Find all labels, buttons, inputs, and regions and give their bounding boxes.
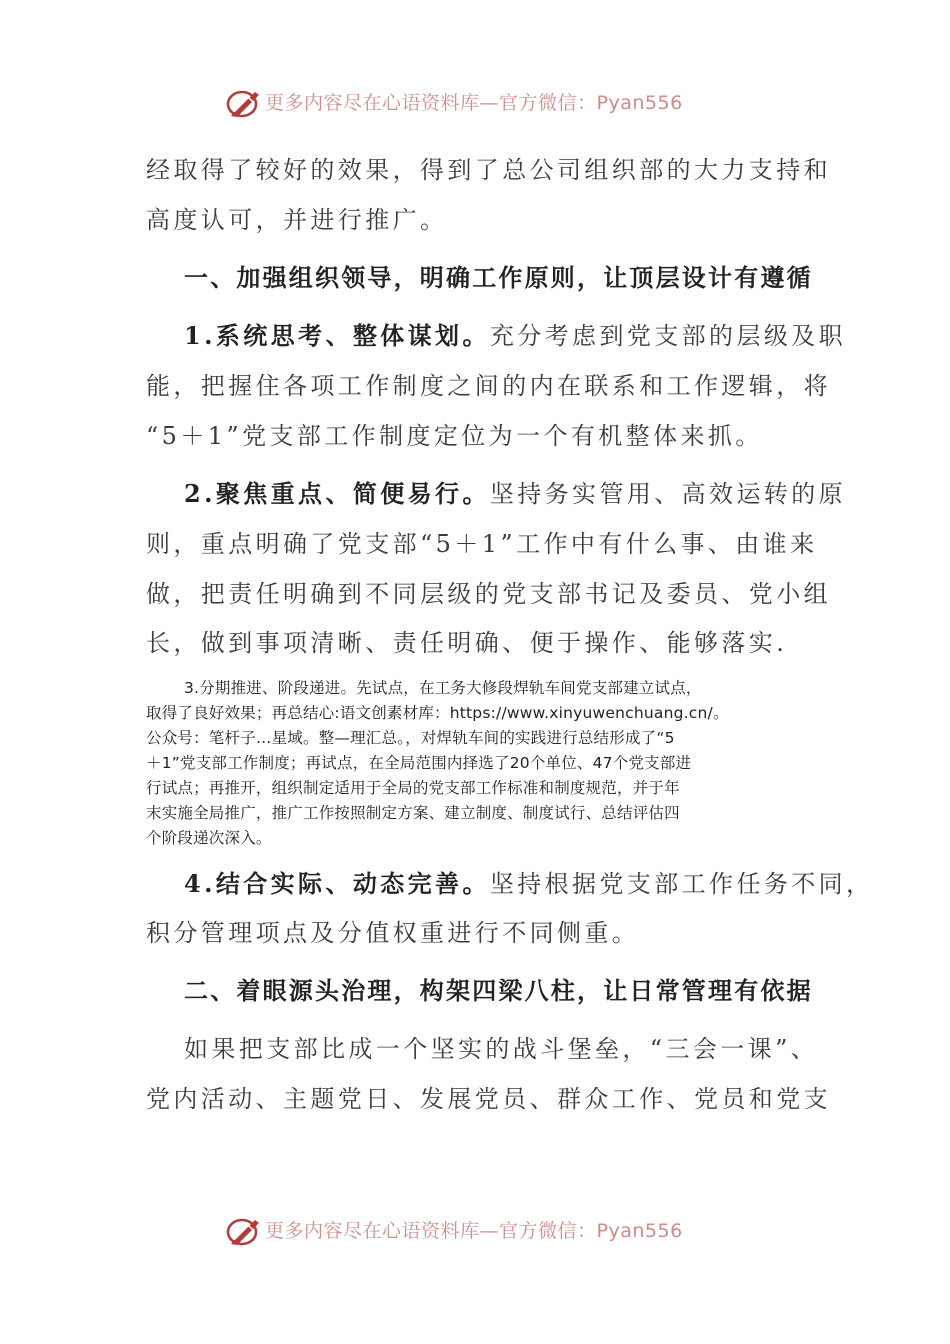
quill-pen-logo-icon [225,86,263,120]
small-text-line: 末实施全局推广，推广工作按照制定方案、建立制度、制度试行、总结评估四 [146,804,680,822]
paragraph-2-first-line: 2.聚焦重点、简便易行。坚持务实管用、高效运转的原 [184,479,847,508]
body-line: “5＋1”党支部工作制度定位为一个有机整体来抓。 [146,422,763,450]
paragraph-1-first-line: 1.系统思考、整体谋划。充分考虑到党支部的层级及职 [184,321,847,350]
body-line: 则，重点明确了党支部“5＋1”工作中有什么事、由谁来 [146,530,818,558]
body-line: 经取得了较好的效果，得到了总公司组织部的大力支持和 [146,156,831,184]
body-line: 长，做到事项清晰、责任明确、便于操作、能够落实. [146,629,788,657]
small-text-line: 公众号：笔杆子…星域。整—理汇总。，对焊轨车间的实践进行总结形成了“5 [146,729,675,747]
body-line: 高度认可，并进行推广。 [146,206,448,234]
paragraph-1-lead: 1.系统思考、整体谋划。 [184,321,490,350]
header-banner-text: 更多内容尽在心语资料库—官方微信：Pyan556 [265,92,683,114]
small-text-line: 行试点；再推开，组织制定适用于全局的党支部工作标准和制度规范，并于年 [146,779,680,797]
body-line: 如果把支部比成一个坚实的战斗堡垒，“三会一课”、 [184,1035,819,1063]
body-line: 党内活动、主题党日、发展党员、群众工作、党员和党支 [146,1085,831,1113]
section-heading-1: 一、加强组织领导，明确工作原则，让顶层设计有遵循 [184,263,813,292]
small-text-line: 取得了良好效果；再总结心:语文创素材库：https://www.xinyuwenchuang.cn/。 [146,704,729,722]
quill-pen-logo-icon [225,1214,263,1248]
header-wechat-id: Pyan556 [596,92,683,114]
footer-wechat-id: Pyan556 [596,1220,683,1242]
small-text-line: 3.分期推进、阶段递进。先试点，在工务大修段焊轨车间党支部建立试点， [184,679,702,697]
paragraph-2-lead: 2.聚焦重点、简便易行。 [184,479,490,508]
footer-banner [0,1212,950,1252]
body-line: 能，把握住各项工作制度之间的内在联系和工作逻辑，将 [146,372,831,400]
paragraph-4-first-line: 4.结合实际、动态完善。坚持根据党支部工作任务不同， [184,869,874,898]
small-text-line: 个阶段递次深入。 [146,829,272,847]
small-text-line: ＋1”党支部工作制度；再试点，在全局范围内择选了20个单位、47个党支部进 [146,754,692,772]
section-heading-2: 二、着眼源头治理，构架四梁八柱，让日常管理有依据 [184,976,813,1005]
body-line: 做，把责任明确到不同层级的党支部书记及委员、党小组 [146,580,831,608]
footer-banner-text: 更多内容尽在心语资料库—官方微信：Pyan556 [265,1220,683,1242]
paragraph-4-lead: 4.结合实际、动态完善。 [184,869,490,898]
header-banner [0,84,950,124]
body-line: 积分管理项点及分值权重进行不同侧重。 [146,919,640,947]
